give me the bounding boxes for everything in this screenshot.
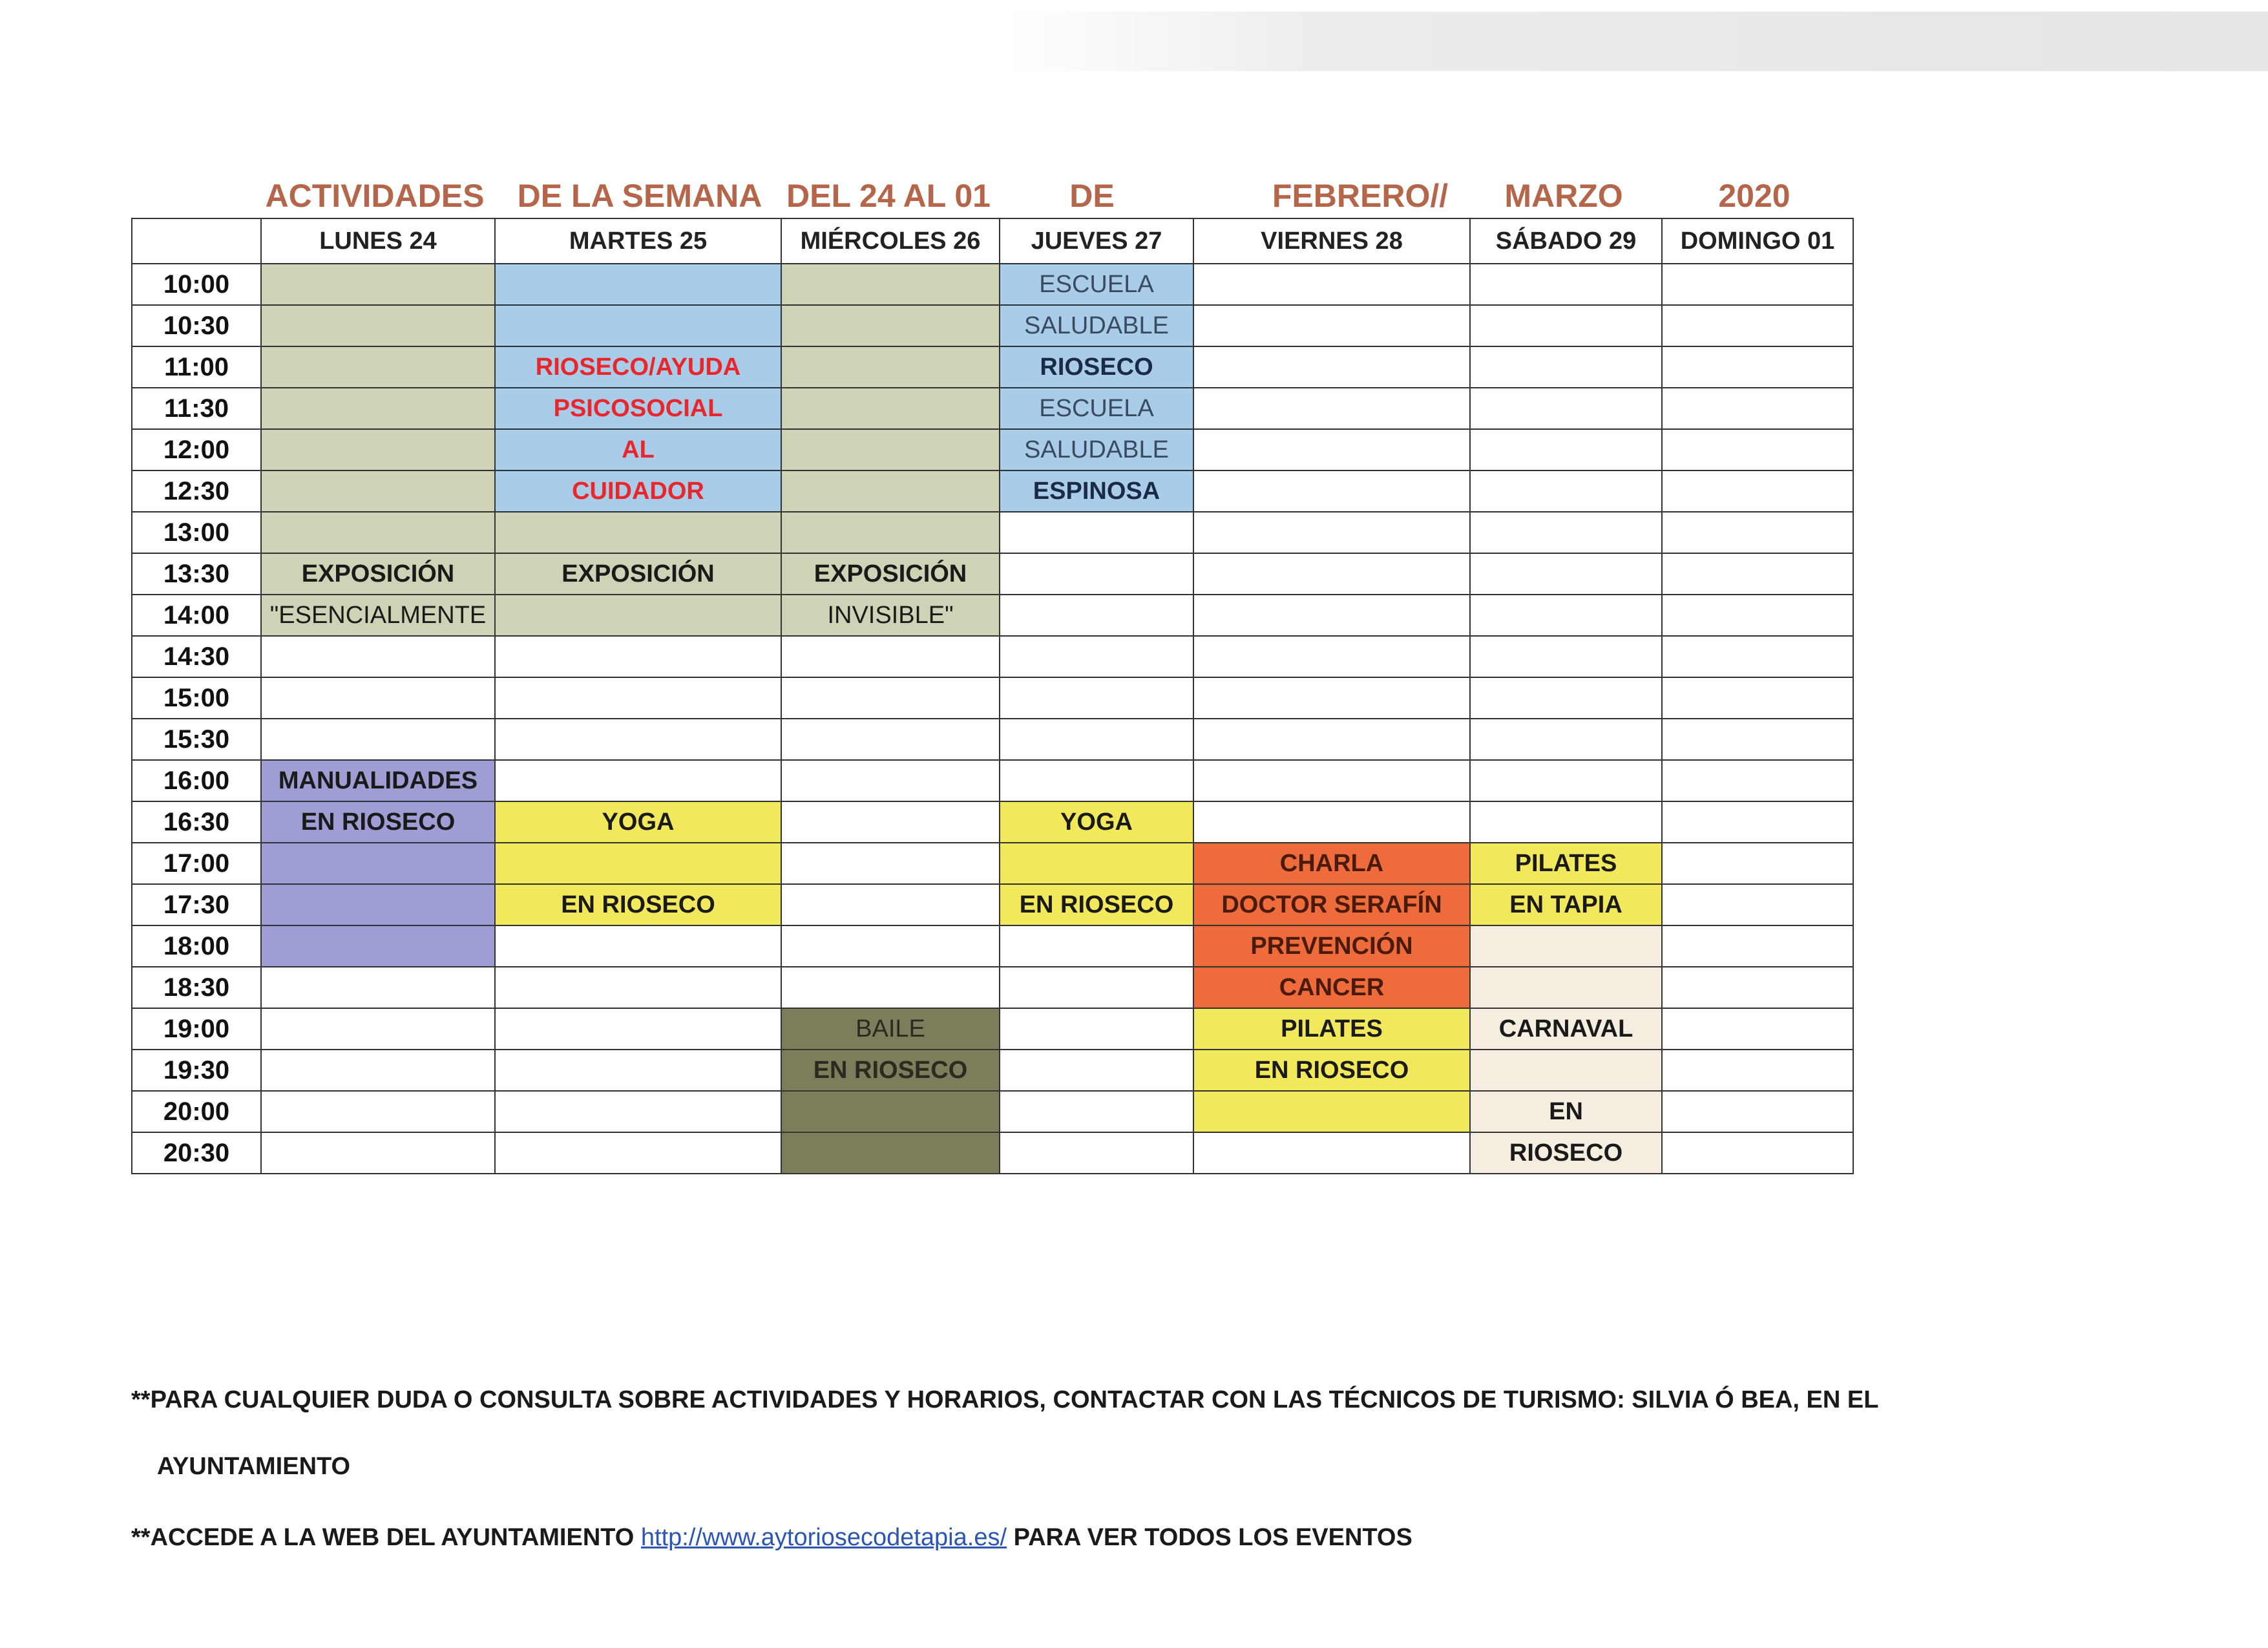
event-cell: EXPOSICIÓN — [781, 553, 1000, 595]
title-word: FEBRERO// — [1272, 178, 1449, 214]
footer-web-suffix: PARA VER TODOS LOS EVENTOS — [1013, 1524, 1412, 1551]
table-row — [132, 677, 1853, 719]
schedule-title — [0, 173, 1938, 218]
event-cell: INVISIBLE" — [781, 595, 1000, 636]
empty-cell — [1662, 1091, 1853, 1132]
corner-cell — [132, 218, 261, 264]
table-row — [132, 884, 1853, 925]
event-cell — [495, 595, 781, 636]
empty-cell — [1470, 719, 1662, 760]
empty-cell — [1662, 305, 1853, 346]
table-row — [132, 636, 1853, 677]
empty-cell — [1662, 760, 1853, 801]
empty-cell — [261, 677, 495, 719]
empty-cell — [1662, 595, 1853, 636]
event-cell: RIOSECO — [1470, 1132, 1662, 1174]
title-word: MARZO — [1504, 178, 1623, 214]
empty-cell — [1193, 719, 1470, 760]
empty-cell — [1193, 553, 1470, 595]
empty-cell — [1193, 264, 1470, 305]
empty-cell — [1470, 470, 1662, 512]
event-cell: ESPINOSA — [1000, 470, 1193, 512]
empty-cell — [781, 967, 1000, 1008]
footer-contact-note: **PARA CUALQUIER DUDA O CONSULTA SOBRE ACTIVIDADES Y HORARIOS, CONTACTAR CON LAS TÉCNICOS DE TURISMO: SILVIA Ó BEA, EN EL — [131, 1386, 1879, 1413]
table-row — [132, 388, 1853, 429]
title-word: 2020 — [1718, 178, 1790, 214]
table-row — [132, 760, 1853, 801]
event-cell: EN — [1470, 1091, 1662, 1132]
event-cell — [261, 843, 495, 884]
empty-cell — [1000, 719, 1193, 760]
time-label: 15:30 — [132, 719, 261, 760]
event-cell — [495, 512, 781, 553]
event-cell: PSICOSOCIAL — [495, 388, 781, 429]
time-label: 18:00 — [132, 925, 261, 967]
empty-cell — [781, 719, 1000, 760]
event-cell: BAILE — [781, 1008, 1000, 1050]
empty-cell — [495, 677, 781, 719]
empty-cell — [1193, 512, 1470, 553]
website-link[interactable]: http://www.aytoriosecodetapia.es/ — [640, 1524, 1007, 1551]
header-row — [132, 218, 1853, 264]
time-label: 13:00 — [132, 512, 261, 553]
event-cell: MANUALIDADES — [261, 760, 495, 801]
empty-cell — [1193, 636, 1470, 677]
table-row — [132, 1091, 1853, 1132]
weekly-schedule-table — [131, 218, 1854, 1174]
event-cell — [781, 305, 1000, 346]
event-cell — [781, 1132, 1000, 1174]
time-label: 11:00 — [132, 346, 261, 388]
title-word: DE — [1069, 178, 1115, 214]
empty-cell — [1662, 264, 1853, 305]
footer-contact-note-cont: AYUNTAMIENTO — [157, 1453, 351, 1480]
day-header-monday: LUNES 24 — [261, 218, 495, 264]
empty-cell — [495, 1050, 781, 1091]
empty-cell — [781, 801, 1000, 843]
empty-cell — [1470, 388, 1662, 429]
empty-cell — [1662, 429, 1853, 470]
empty-cell — [1470, 801, 1662, 843]
table-row — [132, 1050, 1853, 1091]
empty-cell — [1470, 346, 1662, 388]
event-cell — [261, 346, 495, 388]
empty-cell — [1662, 843, 1853, 884]
event-cell: PILATES — [1193, 1008, 1470, 1050]
footer-web-note — [131, 1524, 1412, 1552]
event-cell: EN RIOSECO — [781, 1050, 1000, 1091]
empty-cell — [1662, 636, 1853, 677]
empty-cell — [1000, 512, 1193, 553]
event-cell: ESCUELA — [1000, 264, 1193, 305]
table-row — [132, 801, 1853, 843]
scan-shadow — [1008, 12, 2268, 71]
time-label: 19:30 — [132, 1050, 261, 1091]
event-cell — [781, 388, 1000, 429]
empty-cell — [495, 1008, 781, 1050]
table-row — [132, 470, 1853, 512]
empty-cell — [1193, 346, 1470, 388]
time-label: 10:00 — [132, 264, 261, 305]
event-cell: ESCUELA — [1000, 388, 1193, 429]
event-cell: RIOSECO — [1000, 346, 1193, 388]
time-label: 13:30 — [132, 553, 261, 595]
table-row — [132, 1008, 1853, 1050]
time-label: 12:30 — [132, 470, 261, 512]
event-cell — [261, 264, 495, 305]
empty-cell — [261, 636, 495, 677]
empty-cell — [1193, 305, 1470, 346]
event-cell: YOGA — [1000, 801, 1193, 843]
event-cell — [495, 843, 781, 884]
time-label: 16:30 — [132, 801, 261, 843]
empty-cell — [1000, 677, 1193, 719]
empty-cell — [1000, 1050, 1193, 1091]
empty-cell — [1000, 1091, 1193, 1132]
time-label: 20:30 — [132, 1132, 261, 1174]
event-cell: AL — [495, 429, 781, 470]
empty-cell — [261, 1050, 495, 1091]
table-row — [132, 429, 1853, 470]
empty-cell — [1662, 884, 1853, 925]
event-cell — [261, 884, 495, 925]
empty-cell — [1470, 305, 1662, 346]
empty-cell — [261, 719, 495, 760]
event-cell: YOGA — [495, 801, 781, 843]
empty-cell — [1470, 595, 1662, 636]
empty-cell — [261, 967, 495, 1008]
table-row — [132, 1132, 1853, 1174]
footer-web-prefix: **ACCEDE A LA WEB DEL AYUNTAMIENTO — [131, 1524, 635, 1551]
empty-cell — [1662, 801, 1853, 843]
event-cell: PILATES — [1470, 843, 1662, 884]
empty-cell — [1662, 346, 1853, 388]
event-cell: EN RIOSECO — [261, 801, 495, 843]
event-cell: EXPOSICIÓN — [495, 553, 781, 595]
empty-cell — [261, 1132, 495, 1174]
day-header-sunday: DOMINGO 01 — [1662, 218, 1853, 264]
day-header-saturday: SÁBADO 29 — [1470, 218, 1662, 264]
event-cell — [495, 305, 781, 346]
empty-cell — [1662, 925, 1853, 967]
event-cell — [781, 470, 1000, 512]
day-header-thursday: JUEVES 27 — [1000, 218, 1193, 264]
empty-cell — [495, 719, 781, 760]
empty-cell — [495, 636, 781, 677]
event-cell: EN RIOSECO — [1193, 1050, 1470, 1091]
empty-cell — [1662, 1132, 1853, 1174]
time-label: 17:30 — [132, 884, 261, 925]
event-cell: RIOSECO/AYUDA — [495, 346, 781, 388]
title-word: DEL 24 AL 01 — [786, 178, 991, 214]
empty-cell — [1470, 760, 1662, 801]
event-cell: CARNAVAL — [1470, 1008, 1662, 1050]
empty-cell — [1470, 677, 1662, 719]
table-row — [132, 719, 1853, 760]
day-header-friday: VIERNES 28 — [1193, 218, 1470, 264]
time-label: 14:30 — [132, 636, 261, 677]
time-label: 20:00 — [132, 1091, 261, 1132]
event-cell — [1000, 843, 1193, 884]
event-cell: SALUDABLE — [1000, 305, 1193, 346]
event-cell — [1470, 967, 1662, 1008]
empty-cell — [1193, 470, 1470, 512]
empty-cell — [1662, 470, 1853, 512]
time-label: 17:00 — [132, 843, 261, 884]
empty-cell — [261, 1091, 495, 1132]
event-cell — [261, 925, 495, 967]
empty-cell — [1470, 264, 1662, 305]
table-row — [132, 346, 1853, 388]
event-cell — [781, 429, 1000, 470]
table-row — [132, 305, 1853, 346]
empty-cell — [1000, 1132, 1193, 1174]
empty-cell — [1000, 1008, 1193, 1050]
empty-cell — [1193, 677, 1470, 719]
empty-cell — [1662, 677, 1853, 719]
table-row — [132, 925, 1853, 967]
table-row — [132, 264, 1853, 305]
time-label: 18:30 — [132, 967, 261, 1008]
event-cell — [261, 429, 495, 470]
event-cell — [1470, 925, 1662, 967]
empty-cell — [495, 760, 781, 801]
empty-cell — [781, 760, 1000, 801]
empty-cell — [495, 1132, 781, 1174]
event-cell: EN TAPIA — [1470, 884, 1662, 925]
event-cell — [261, 512, 495, 553]
table-row — [132, 843, 1853, 884]
event-cell — [495, 264, 781, 305]
empty-cell — [495, 967, 781, 1008]
empty-cell — [1000, 595, 1193, 636]
empty-cell — [1662, 388, 1853, 429]
empty-cell — [1000, 925, 1193, 967]
event-cell: CANCER — [1193, 967, 1470, 1008]
day-header-tuesday: MARTES 25 — [495, 218, 781, 264]
event-cell — [1470, 1050, 1662, 1091]
empty-cell — [1193, 595, 1470, 636]
event-cell: "ESENCIALMENTE — [261, 595, 495, 636]
empty-cell — [1000, 967, 1193, 1008]
event-cell: SALUDABLE — [1000, 429, 1193, 470]
empty-cell — [261, 1008, 495, 1050]
table-row — [132, 967, 1853, 1008]
event-cell — [1193, 1091, 1470, 1132]
empty-cell — [1000, 553, 1193, 595]
empty-cell — [1470, 429, 1662, 470]
time-label: 10:30 — [132, 305, 261, 346]
empty-cell — [1662, 967, 1853, 1008]
empty-cell — [1662, 1008, 1853, 1050]
day-header-wednesday: MIÉRCOLES 26 — [781, 218, 1000, 264]
time-label: 12:00 — [132, 429, 261, 470]
time-label: 11:30 — [132, 388, 261, 429]
empty-cell — [1193, 1132, 1470, 1174]
event-cell — [781, 1091, 1000, 1132]
event-cell: EN RIOSECO — [495, 884, 781, 925]
time-label: 19:00 — [132, 1008, 261, 1050]
event-cell — [781, 346, 1000, 388]
title-word: DE LA SEMANA — [517, 178, 762, 214]
event-cell — [261, 388, 495, 429]
empty-cell — [495, 925, 781, 967]
time-label: 16:00 — [132, 760, 261, 801]
empty-cell — [1000, 760, 1193, 801]
event-cell — [781, 512, 1000, 553]
empty-cell — [495, 1091, 781, 1132]
event-cell — [261, 470, 495, 512]
empty-cell — [1662, 553, 1853, 595]
event-cell: DOCTOR SERAFÍN — [1193, 884, 1470, 925]
empty-cell — [1193, 801, 1470, 843]
empty-cell — [1662, 512, 1853, 553]
empty-cell — [1662, 1050, 1853, 1091]
empty-cell — [1662, 719, 1853, 760]
empty-cell — [781, 884, 1000, 925]
event-cell — [261, 305, 495, 346]
empty-cell — [781, 677, 1000, 719]
empty-cell — [1000, 636, 1193, 677]
event-cell: CHARLA — [1193, 843, 1470, 884]
empty-cell — [1193, 429, 1470, 470]
table-row — [132, 512, 1853, 553]
empty-cell — [1470, 636, 1662, 677]
table-row — [132, 595, 1853, 636]
empty-cell — [781, 843, 1000, 884]
empty-cell — [781, 925, 1000, 967]
title-word: ACTIVIDADES — [265, 178, 485, 214]
event-cell: EN RIOSECO — [1000, 884, 1193, 925]
event-cell: CUIDADOR — [495, 470, 781, 512]
empty-cell — [1470, 553, 1662, 595]
empty-cell — [1470, 512, 1662, 553]
empty-cell — [781, 636, 1000, 677]
event-cell: PREVENCIÓN — [1193, 925, 1470, 967]
empty-cell — [1193, 388, 1470, 429]
table-row — [132, 553, 1853, 595]
event-cell: EXPOSICIÓN — [261, 553, 495, 595]
time-label: 14:00 — [132, 595, 261, 636]
empty-cell — [1193, 760, 1470, 801]
time-label: 15:00 — [132, 677, 261, 719]
event-cell — [781, 264, 1000, 305]
